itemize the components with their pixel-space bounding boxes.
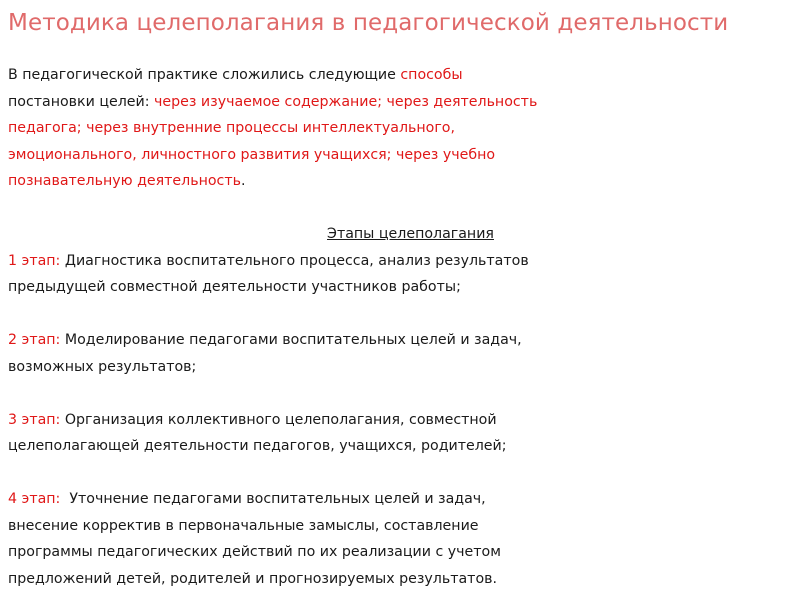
intro-line-5-text: .	[240, 173, 246, 189]
stage-4-line-4: предложений детей, родителей и прогнозируемых результатов.	[8, 570, 497, 587]
intro-line-4	[8, 142, 793, 169]
stage-1-text-1: Диагностика воспитательного процесса, анализ результатов	[60, 252, 529, 269]
intro-line-1	[8, 62, 793, 89]
intro-line-5-highlight: познавательную деятельность	[8, 173, 241, 189]
stage-4-line-3: программы педагогических действий по их реализации с учетом	[8, 544, 501, 560]
intro-line-2-highlight: через изучаемое содержание; через деятельность	[154, 93, 538, 110]
intro-line-1-highlight: способы	[400, 67, 463, 83]
intro-line-5	[8, 168, 793, 195]
stages-heading: Этапы целеполагания	[327, 226, 494, 242]
intro-line-2-text: постановки целей:	[8, 93, 155, 110]
spacer	[8, 195, 793, 222]
stage-3-line-2: целеполагающей деятельности педагогов, учащихся, родителей;	[8, 438, 507, 454]
stage-2-label: 2 этап:	[8, 332, 61, 348]
stage-4-label: 4 этап:	[8, 491, 61, 507]
stage-4-line-2: внесение корректив в первоначальные замыслы, составление	[8, 517, 479, 534]
title-divider	[0, 48, 800, 49]
stage-1-line-1	[8, 248, 793, 275]
stage-2-line-2: возможных результатов;	[8, 358, 197, 375]
spacer	[8, 301, 793, 328]
stage-3-line-1	[8, 407, 793, 434]
stage-2-line-1	[8, 327, 793, 354]
intro-line-2	[8, 89, 793, 116]
stage-2-text-1: Моделирование педагогами воспитательных целей и задач,	[60, 332, 522, 348]
slide-body	[8, 62, 793, 592]
spacer	[8, 460, 793, 487]
intro-line-4-highlight: эмоционального, личностного развития учащихся; через учебно	[8, 146, 496, 163]
intro-line-1-text: В педагогической практике сложились следующие	[8, 67, 401, 83]
stage-3-label: 3 этап:	[8, 411, 61, 428]
stage-3-text-1: Организация коллективного целеполагания, совместной	[60, 411, 497, 428]
stage-1-line-2: предыдущей совместной деятельности участников работы;	[8, 279, 461, 295]
spacer	[8, 380, 793, 407]
intro-line-3-highlight: педагога; через внутренние процессы интеллектуального,	[8, 120, 455, 136]
slide-title: Методика целеполагания в педагогической деятельности	[8, 10, 729, 36]
stage-4-line-1	[8, 486, 793, 513]
stage-4-text-1: Уточнение педагогами воспитательных целей и задач,	[60, 491, 486, 507]
intro-line-3	[8, 115, 793, 142]
stage-1-label: 1 этап:	[8, 252, 61, 269]
